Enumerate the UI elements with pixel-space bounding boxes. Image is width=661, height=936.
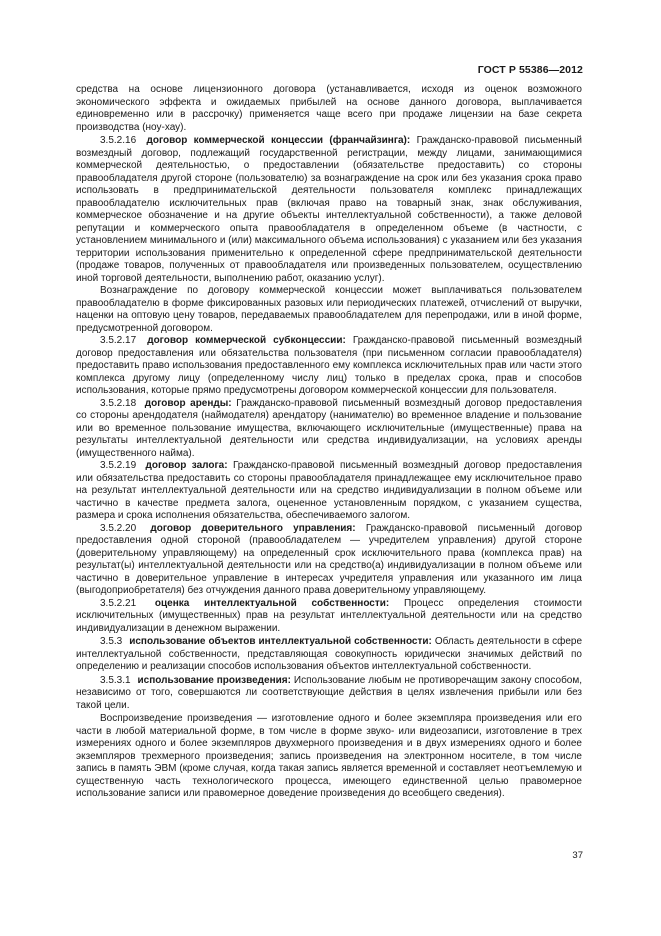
term-title: договор аренды: <box>144 397 232 409</box>
definition-text: Процесс определения стоимости исключительных (имущественных) прав на результат интеллектуальной деятельности или на средство индивидуализации в денежном выражении. <box>76 597 582 634</box>
definition-3-5-2-20 <box>76 523 582 598</box>
paragraph-continuation <box>76 84 582 134</box>
definition-3-5-2-21 <box>76 598 582 636</box>
page-number: 37 <box>572 850 583 861</box>
definition-3-5-2-18 <box>76 398 582 461</box>
term-title: оценка интеллектуальной собственности: <box>154 597 390 609</box>
paragraph <box>76 285 582 335</box>
definition-3-5-2-17 <box>76 335 582 398</box>
clause-number: 3.5.2.17 <box>100 335 137 346</box>
clause-number: 3.5.3.1 <box>100 674 131 686</box>
term-title: договор коммерческой концессии (франчайзинга): <box>146 135 411 146</box>
definition-3-5-2-16 <box>76 135 582 285</box>
definition-3-5-2-19 <box>76 460 582 523</box>
document-body <box>76 84 582 801</box>
definition-text: Гражданско-правовой письменный договор предоставления одной стороной (правообладателем — учредителем управления) другой стороне (доверительному управляющему) на определенный срок исключительного права (комплекса прав) на результат(ы) интеллектуальной деятельности или на средство(а) индивидуализации в полном объеме или частично в доверительное управление в интересах учредителя управления или указанного им лица (выгодоприобретателя) без отчуждения данного права доверительному управляющему. <box>76 522 583 596</box>
term-title: договор доверительного управления: <box>150 522 356 534</box>
definition-text: Область деятельности в сфере интеллектуальной собственности, представляющая совокупность юридически значимых действий по определению и реализации способов использования объектов интеллектуальной собственности. <box>76 636 583 672</box>
paragraph-text: средства на основе лицензионного договора (устанавливается, исходя из оценок возможного экономического эффекта и ожидаемых прибылей на основе данного договора, выплачивается единовременно или в рассрочку) применяется чаще всего при продаже лицензии на базе секрета производства (ноу-хау). <box>76 84 582 133</box>
term-title: использование произведения: <box>137 674 291 686</box>
definition-text: Гражданско-правовой письменный возмездный договор предоставления или обязательства пользователя (при письменном согласии правообладателя) предоставить право использования предоставленного ему комплекса исключительных прав или части этого комплекса другому лицу (определенному числу лиц) только в пределах срока, прав и способов использования, которые прямо предусмотрены договором коммерческой концессии для пользователя. <box>76 335 582 396</box>
term-title: договор коммерческой субконцессии: <box>147 335 346 346</box>
definition-3-5-3 <box>76 636 582 674</box>
definition-text: Гражданско-правовой письменный возмездный договор, подлежащий государственной регистрации, между лицами, занимающимися коммерческой деятельностью, о предоставлении (обязательстве предоставить) со стороны правообладателя другой стороне (пользователю) за вознаграждение на срок или без указания срока право использовать в предпринимательской деятельности пользователя комплекс принадлежащих правообладателю исключительных прав (включая право на товарный знак, знак обслуживания, коммерческое обозначение и на другие объекты интеллектуальной собственности), а также деловой репутации и коммерческого опыта правообладателя в определенном объеме (в частности, с установлением минимального и (или) максимального объема использования) с указанием или без указания территории использования применительно к определенной сфере предпринимательской деятельности (продаже товаров, полученных от правообладателя или произведенных пользователем, осуществлению иной торговой деятельности, выполнению работ, оказанию услуг). <box>76 135 582 284</box>
clause-number: 3.5.3 <box>100 636 123 647</box>
clause-number: 3.5.2.16 <box>100 135 137 146</box>
definition-3-5-3-1 <box>76 675 582 713</box>
clause-number: 3.5.2.19 <box>100 460 137 471</box>
definition-text: Гражданско-правовой письменный возмездный договор предоставления со стороны арендодателя (наймодателя) арендатору (нанимателю) во временное владение и пользование или во временное пользование имущества, включающего исключительные (имущественные) права на результаты интеллектуальной деятельности или средства индивидуализации, на условиях аренды (имущественного найма). <box>76 397 582 459</box>
definition-text: Гражданско-правовой письменный возмездный договор предоставления или обязательства предоставить со стороны правообладателя принадлежащее ему исключительное право на результат интеллектуальной деятельности или на средство индивидуализации в полном объеме или частично в качестве предмета залога, оцененное установленным порядком, с указанием существа, размера и срока исполнения обязательства, обеспечиваемого залогом. <box>76 460 582 521</box>
paragraph <box>76 713 582 801</box>
clause-number: 3.5.2.20 <box>100 522 137 534</box>
paragraph-text: Вознаграждение по договору коммерческой концессии может выплачиваться пользователем правообладателю в форме фиксированных разовых или периодических платежей, отчислений от выручки, наценки на оптовую цену товаров, передаваемых правообладателем для перепродажи, или в иной форме, предусмотренной договором. <box>76 285 582 334</box>
definition-text: Использование любым не противоречащим закону способом, независимо от того, совершаются ли соответствующие действия в целях извлечения прибыли или без такой цели. <box>76 674 583 711</box>
term-title: договор залога: <box>145 460 228 471</box>
clause-number: 3.5.2.21 <box>100 597 137 609</box>
paragraph-text: Воспроизведение произведения — изготовление одного и более экземпляра произведения или его части в любой материальной форме, в том числе в форме звуко- или видеозаписи, изготовление в трех измерениях одного и более экземпляров двухмерного произведения и в двух измерениях одного и более экземпляров трехмерного произведения; запись произведения на электронном носителе, в том числе запись в память ЭВМ (кроме случая, когда такая запись является временной и составляет неотъемлемую и существенную часть технологического процесса, имеющего единственной целью правомерное использование записи или правомерное доведение произведения до всеобщего сведения). <box>76 713 582 799</box>
document-header: ГОСТ Р 55386—2012 <box>477 64 583 76</box>
term-title: использование объектов интеллектуальной собственности: <box>129 636 432 647</box>
clause-number: 3.5.2.18 <box>100 397 137 409</box>
